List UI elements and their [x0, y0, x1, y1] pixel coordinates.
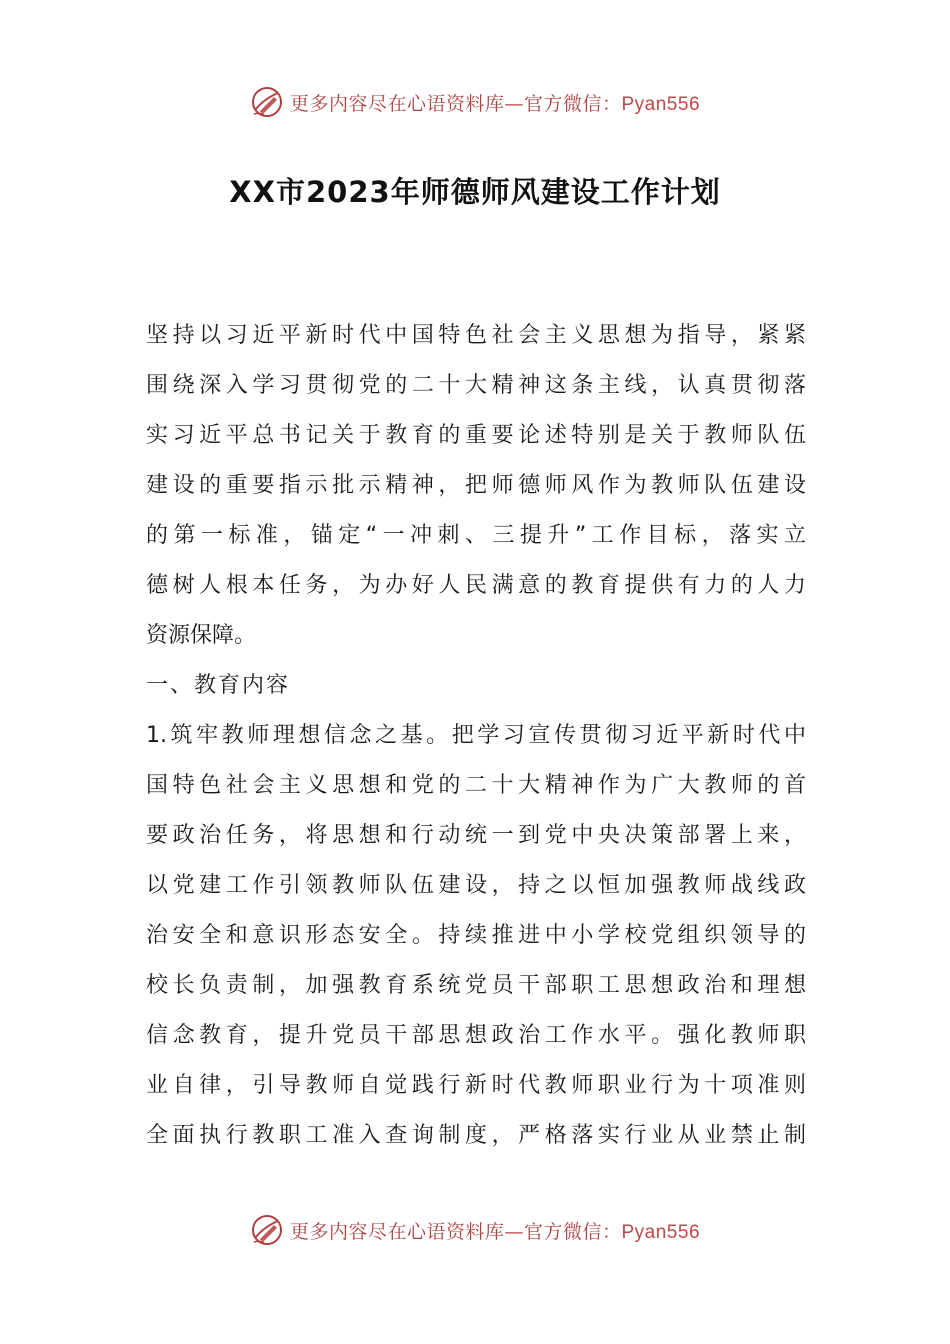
intro-line: 的第一标准，锚定“一冲刺、三提升”工作目标，落实立: [146, 523, 806, 548]
item-line: 校长负责制，加强教育系统党员干部职工思想政治和理想: [146, 973, 806, 998]
intro-line: 围绕深入学习贯彻党的二十大精神这条主线，认真贯彻落: [146, 373, 806, 398]
item-line: 要政治任务，将思想和行动统一到党中央决策部署上来，: [146, 823, 806, 848]
item-line: 全面执行教职工准入查询制度，严格落实行业从业禁止制: [146, 1123, 806, 1148]
pen-logo-icon: [250, 85, 284, 119]
watermark-text: 更多内容尽在心语资料库—官方微信：: [289, 92, 622, 115]
item-line: 1.筑牢教师理想信念之基。把学习宣传贯彻习近平新时代中: [146, 723, 806, 748]
item-line: 国特色社会主义思想和党的二十大精神作为广大教师的首: [146, 773, 806, 798]
intro-line: 资源保障。: [146, 623, 257, 648]
section-heading: 一、教育内容: [146, 673, 291, 698]
intro-line: 坚持以习近平新时代中国特色社会主义思想为指导，紧紧: [146, 323, 806, 348]
item-line: 以党建工作引领教师队伍建设，持之以恒加强教师战线政: [146, 873, 806, 898]
watermark-banner-bottom: [0, 1210, 950, 1250]
watermark-account: Pyan556: [621, 93, 701, 115]
item-line: 信念教育，提升党员干部思想政治工作水平。强化教师职: [146, 1023, 806, 1048]
item-line: 治安全和意识形态安全。持续推进中小学校党组织领导的: [146, 923, 806, 948]
item-line: 业自律，引导教师自觉践行新时代教师职业行为十项准则: [146, 1073, 806, 1098]
intro-line: 实习近平总书记关于教育的重要论述特别是关于教师队伍: [146, 423, 806, 448]
pen-logo-icon: [250, 1213, 284, 1247]
document-body: [146, 311, 806, 1161]
watermark-account: Pyan556: [621, 1221, 701, 1243]
intro-line: 建设的重要指示批示精神，把师德师风作为教师队伍建设: [146, 473, 806, 498]
intro-line: 德树人根本任务，为办好人民满意的教育提供有力的人力: [146, 573, 806, 598]
document-title: XX市2023年师德师风建设工作计划: [229, 175, 721, 209]
watermark-banner-top: [0, 82, 950, 122]
watermark-text: 更多内容尽在心语资料库—官方微信：: [289, 1220, 622, 1243]
